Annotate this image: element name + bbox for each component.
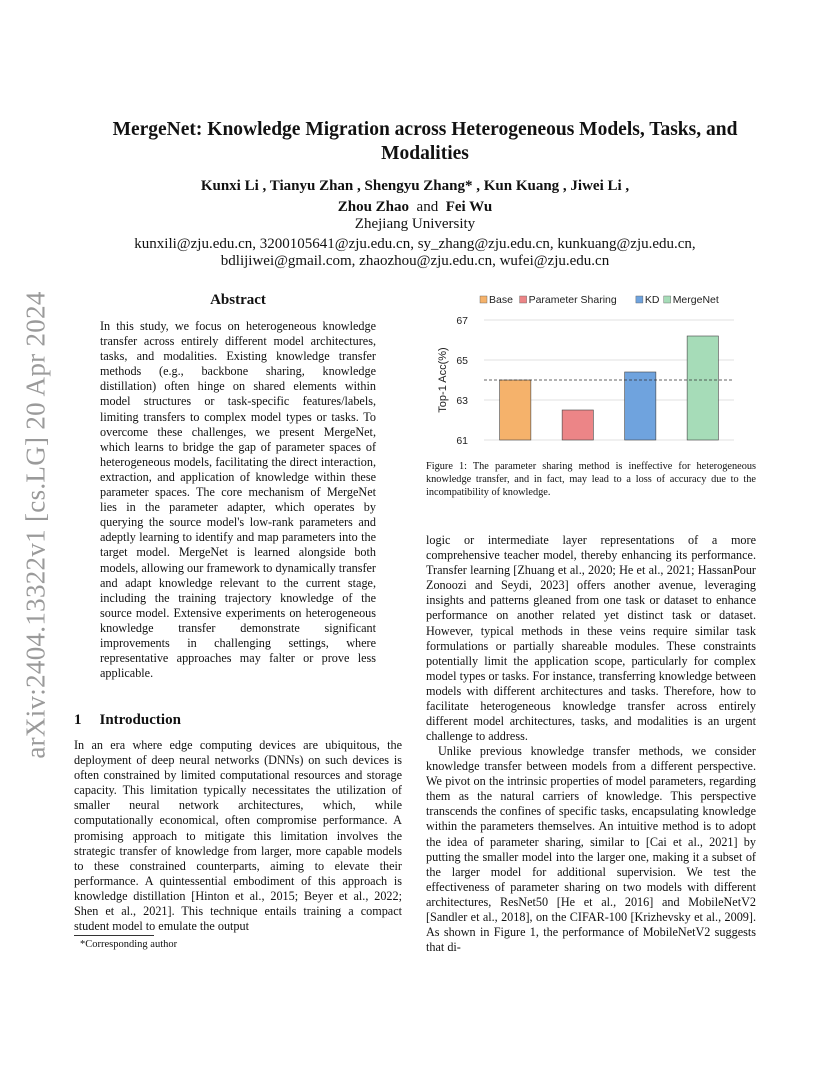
- right-column-paragraph-1: logic or intermediate layer representations of a more comprehensive teacher model, thereby enhancing its performance. Transfer learning [Zhuang et al., 2020; He et al., 2021; HassanPour Zonoozi and Seydi, 2023] offers another avenue, leveraging insights and patterns gleaned from one task or dataset to enhance performance on another related yet distinct task or dataset. However, typical methods in these veins require similar task formulations or partially shareable modules. These constraints potentially limit the application scope, particularly for complex model types or tasks. For instance, transferring knowledge between models with different architectures and tasks. Therefore, how to facilitate heterogeneous knowledge transfer across entirely different model architectures, tasks, and modalities is an urgent challenge to address.: [426, 533, 756, 744]
- right-column-paragraph-2: Unlike previous knowledge transfer methods, we consider knowledge transfer between models from a different perspective. We pivot on the intrinsic properties of model parameters, regarding them as the natural carriers of knowledge. This perspective transcends the confines of specific tasks, encapsulating knowledge within the parameters themselves. An intuitive method is to adopt the idea of parameter sharing, similar to [Cai et al., 2021] by putting the smaller model into the larger one, making it a subset of the larger model for additional supervision. We test the effectiveness of parameter sharing on two models with different architectures, ResNet50 [He et al., 2016] and MobileNetV2 [Sandler et al., 2018], on the CIFAR-100 [Krizhevsky et al., 2009]. As shown in Figure 1, the performance of MobileNetV2 suggests that di-: [426, 744, 756, 955]
- legend-label: KD: [644, 294, 660, 306]
- y-tick-label: 65: [456, 355, 468, 367]
- paper-title: [80, 118, 770, 166]
- bar-mergenet: [687, 336, 718, 440]
- bar-parameter-sharing: [562, 410, 593, 440]
- bar-kd: [625, 372, 656, 440]
- bar-base: [500, 380, 531, 440]
- intro-text: In an era where edge computing devices are ubiquitous, the deployment of deep neural networks (DNNs) on such devices is often constrained by limited computational resources and storage capacity. This limitation typically necessitates the utilization of smaller neural network architectures, which, while computationally economical, often compromise performance. A promising approach to mitigate this limitation involves the strategic transfer of knowledge from larger, more capable models to these constrained counterparts, aiming to elevate their performance. A quintessential embodiment of this approach is knowledge distillation [Hinton et al., 2015; Beyer et al., 2022; Shen et al., 2021]. This technique entails training a compact student model to emulate the output: [74, 738, 402, 934]
- bar-chart-svg: [426, 290, 756, 450]
- authors-line-2: [80, 197, 750, 218]
- authors-line-1: Kunxi Li , Tianyu Zhan , Shengyu Zhang* , Kun Kuang , Jiwei Li ,: [200, 178, 630, 194]
- legend-swatch: [636, 296, 643, 303]
- authors-and: and: [416, 199, 439, 215]
- legend-swatch: [520, 296, 527, 303]
- affiliation-block: [60, 216, 770, 270]
- section-number: 1: [74, 712, 82, 728]
- y-axis-label: Top-1 Acc(%): [437, 347, 449, 413]
- legend-label: Base: [489, 294, 513, 306]
- arxiv-stamp: arXiv:2404.13322v1 [cs.LG] 20 Apr 2024: [20, 291, 51, 759]
- figure-caption: Figure 1: The parameter sharing method is ineffective for heterogeneous knowledge transfer, and in fact, may lead to a loss of accuracy due to the incompatibility of knowledge.: [426, 461, 756, 498]
- footnote-rule: [74, 935, 154, 936]
- legend-label: MergeNet: [672, 294, 719, 306]
- legend-label: Parameter Sharing: [528, 294, 617, 306]
- section-heading-introduction: [74, 712, 181, 729]
- affiliation: Zhejiang University: [354, 216, 476, 232]
- authors: [80, 176, 750, 218]
- y-tick-label: 61: [456, 435, 468, 447]
- abstract-text: In this study, we focus on heterogeneous knowledge transfer across entirely different model architectures, tasks, and modalities. Existing knowledge transfer methods (e.g., backbone sharing, knowledge distillation) often hinge on shared elements within model structures or task-specific features/labels, limiting transfers to complex model types or tasks. To overcome these challenges, we present MergeNet, which learns to bridge the gap of parameter spaces of heterogeneous models, facilitating the direct interaction, extraction, and application of knowledge within these parameter spaces. The core mechanism of MergeNet lies in the parameter adapter, which operates by querying the source model's low-rank parameters and adeptly learning to identify and map parameters into the target model. MergeNet is learned alongside both models, allowing our framework to dynamically transfer and adapt knowledge relevant to the current stage, including the training trajectory knowledge of the source model. Extensive experiments on heterogeneous knowledge transfer demonstrate significant improvements in challenging settings, where representative approaches may falter or prove less applicable.: [100, 319, 376, 681]
- author-fei-wu: Fei Wu: [445, 199, 493, 215]
- legend-swatch: [480, 296, 487, 303]
- emails-line-2: bdlijiwei@gmail.com, zhaozhou@zju.edu.cn, wufei@zju.edu.cn: [220, 253, 610, 269]
- title-line-1: MergeNet: Knowledge Migration across Heterogeneous Models, Tasks, and: [112, 119, 738, 140]
- section-title: Introduction: [99, 712, 181, 728]
- author-zhou-zhao: Zhou Zhao: [337, 199, 410, 215]
- footnote: *Corresponding author: [80, 939, 178, 950]
- abstract-heading: Abstract: [210, 292, 266, 308]
- title-line-2: Modalities: [381, 143, 469, 164]
- emails-line-1: kunxili@zju.edu.cn, 3200105641@zju.edu.cn, sy_zhang@zju.edu.cn, kunkuang@zju.edu.cn,: [134, 236, 696, 252]
- y-tick-label: 67: [456, 315, 468, 327]
- y-tick-label: 63: [456, 395, 468, 407]
- figure-1-chart: [426, 290, 756, 450]
- legend-swatch: [664, 296, 671, 303]
